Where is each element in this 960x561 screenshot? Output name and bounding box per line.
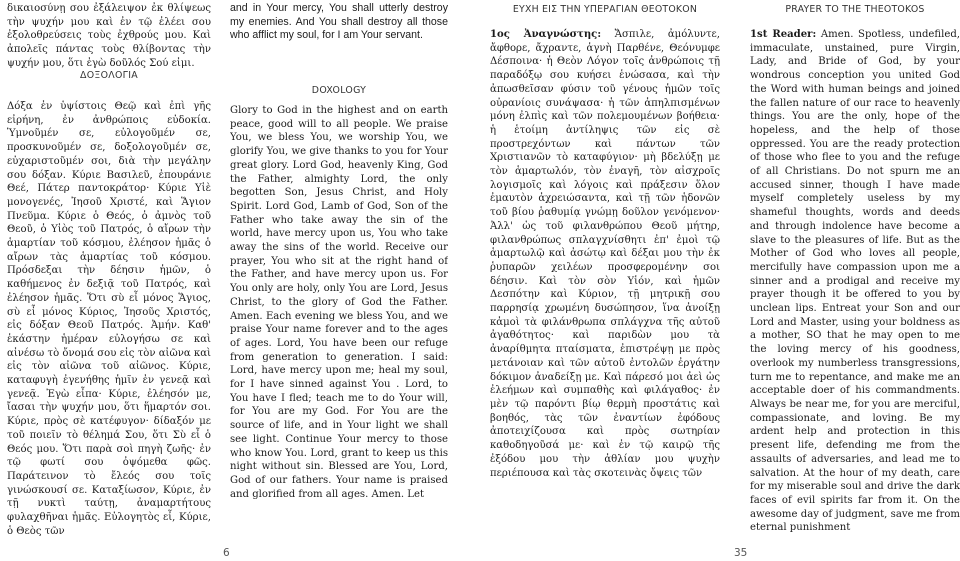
page-number-left: 6 [223, 547, 230, 559]
reader-label-english: 1st Reader: [750, 29, 817, 40]
doxology-heading: DOXOLOGY [311, 85, 367, 96]
english-column-1 [230, 0, 448, 561]
greek-column-1 [7, 0, 211, 561]
doxologia-greek-text: Δόξα ἐν ὑψίστοις Θεῷ καὶ ἐπὶ γῆς εἰρήνη, ἐν ἀνθρώποις εὐδοκία. Ὑμνοῦμέν σε, εὐλογοῦμέν σε, προσκυνοῦμέν σε, δοξολογοῦμέν σε, εὐχαριστοῦμέν σοι, διὰ τὴν μεγάλην σου δόξαν. Κύριε Βασιλεῦ, ἐπουράνιε Θεέ, Πάτερ παντοκράτορ· Κύριε Υἱὲ μονογενές, Ἰησοῦ Χριστέ, καὶ Ἅγιον Πνεῦμα. Κύριε ὁ Θεός, ὁ ἀμνὸς τοῦ Θεοῦ, ὁ Υἱὸς τοῦ Πατρός, ὁ αἴρων τὴν ἁμαρτίαν τοῦ κόσμου, ἐλέησον ἡμᾶς ὁ αἴρων τὰς ἁμαρτίας τοῦ κόσμου. Πρόσδεξαι τὴν δέησιν ἡμῶν, ὁ καθήμενος ἐν δεξιᾷ τοῦ Πατρός, καὶ ἐλέησον ἡμᾶς. Ὅτι σὺ εἶ μόνος Ἅγιος, σὺ εἶ μόνος Κύριος, Ἰησοῦς Χριστός, εἰς δόξαν Θεοῦ Πατρός. Ἀμήν. Καθ' ἑκάστην ἡμέραν εὐλογήσω σε καὶ αἰνέσω τὸ ὄνομά σου εἰς τὸν αἰῶνα καὶ εἰς τὸν αἰῶνα τοῦ αἰῶνος. Κύριε, καταφυγὴ ἐγενήθης ἡμῖν ἐν γενεᾷ καὶ γενεᾷ. Ἐγὼ εἶπα· Κύριε, ἐλέησόν με, ἴασαι τὴν ψυχήν μου, ὅτι ἥμαρτόν σοι. Κύριε, πρὸς σὲ κατέφυγον· δίδαξόν με τοῦ ποιεῖν τὸ θέλημά Σου, ὅτι Σὺ εἶ ὁ Θεός μου. Ὅτι παρὰ σοὶ πηγὴ ζωῆς· ἐν τῷ φωτί σου ὀψόμεθα φῶς. Παράτεινον τὸ ἔλεός σου τοῖς γινώσκουσί σε. Καταξίωσον, Κύριε, ἐν τῇ νυκτὶ ταύτῃ, ἀναμαρτήτους φυλαχθῆναι ἡμᾶς. Εὐλογητὸς εἶ, Κύριε, ὁ Θεὸς τῶν [7, 101, 211, 537]
greek-column-2 [490, 0, 720, 561]
prayer-english-body: Amen. Spotless, undefiled, immaculate, unstained, pure Virgin, Lady, and Bride of God, by your wondrous conception you united God the Word with human beings and joined the fallen nature of our race to heavenly things. You are the only, hope of the hopeless, and the help of those oppressed. You are the ready protection of those who flee to you and the refuge of all Christians. Do not spurn me an accused sinner, though I have made myself completely useless by my shameful thoughts, words and deeds and through indolence have become a slave to the pleasures of life. But as the Mother of God who loves all people, mercifully have compassion upon me a sinner and a prodigal and receive my prayer though it be offered to you by unclean lips. Entreat your Son and our Lord and Master, using your boldness as a mother, SO that he may open to me the loving mercy of his goodness, overlook my numberless transgressions, turn me to repentance, and make me an acceptable doer of his commandments. Always be near me, for you are merciful, compassionate, and loving. Be my ardent help and protection in this present life, defending me from the assaults of adversaries, and lead me to salvation. At the hour of my death, care for my miserable soul and drive the dark faces of evil spirits far from it. On the awesome day of judgment, save me from eternal punishment [750, 29, 960, 534]
reader-label-greek: 1ος Ἀναγνώστης: [490, 29, 602, 40]
english-column-2 [750, 0, 960, 561]
page-number-right: 35 [734, 547, 748, 559]
doxologia-heading: ΔΟΞΟΛΟΓΙΑ [80, 70, 138, 81]
prayer-greek-body: Ἄσπιλε, ἀμόλυντε, ἄφθορε, ἄχραντε, ἁγνὴ Παρθένε, Θεόνυμφε Δέσποινα· ἡ Θεὸν Λόγον τοῖς ἀνθρώποις τῇ παραδόξῳ σου κυήσει ἑνώσασα, καὶ τὴν ἀπωσθεῖσαν φύσιν τοῦ γένους ἡμῶν τοῖς οὐρανίοις συνάψασα· ἡ τῶν ἀπηλπισμένων μόνη ἐλπὶς καὶ τῶν πολεμουμένων βοήθεια· ἡ ἑτοίμη ἀντίληψις τῶν εἰς σὲ προστρεχόντων καὶ πάντων τῶν Χριστιανῶν τὸ καταφύγιον· μὴ βδελύξῃ με τὸν ἁμαρτωλόν, τὸν ἐναγῆ, τὸν αἰσχροῖς λογισμοῖς καὶ λόγοις καὶ πράξεσιν ὅλον ἐμαυτὸν ἀχρειώσαντα, καὶ τῇ τῶν ἡδονῶν τοῦ βίου ῥαθυμίᾳ γνώμῃ δοῦλον γενόμενον· Ἀλλ' ὡς τοῦ φιλανθρώπου Θεοῦ μήτηρ, φιλανθρώπως σπλαγχνίσθητι ἐπ' ἐμοὶ τῷ ἁμαρτωλῷ καὶ ἀσώτῳ καὶ δέξαι μου τὴν ἐκ ῥυπαρῶν χειλέων προσφερομένην σοι δέησιν. Καὶ τὸν σὸν Υἱόν, καὶ ἡμῶν Δεσπότην καὶ Κύριον, τῇ μητρικῇ σου παρρησίᾳ χρωμένη δυσώπησον, ἵνα ἀνοίξῃ κἀμοὶ τὰ φιλάνθρωπα σπλάγχνα τῆς αὐτοῦ ἀγαθότητος· καὶ παριδὼν μου τὰ ἀναρίθμητα πταίσματα, ἐπιστρέψῃ με πρὸς μετάνοιαν καὶ τῶν αὐτοῦ ἐντολῶν ἐργάτην δόκιμον ἀναδείξῃ με. Καὶ πάρεσό μοι ἀεὶ ὡς ἐλεήμων καὶ συμπαθὴς καὶ φιλάγαθος· ἐν μὲν τῷ παρόντι βίῳ θερμὴ προστάτις καὶ βοηθός, τὰς τῶν ἐναντίων ἐφόδους ἀποτειχίζουσα καὶ πρὸς σωτηρίαν καθοδηγοῦσά με· καὶ ἐν τῷ καιρῷ τῆς ἐξόδου μου τὴν ἀθλίαν μου ψυχὴν περιέπουσα καὶ τὰς σκοτεινὰς ὄψεις τῶν [490, 29, 720, 479]
prayer-english-text [750, 28, 960, 535]
greek-prayer-header: ΕΥΧΗ ΕΙΣ ΤΗΝ ΥΠΕΡΑΓΙΑΝ ΘΕΟΤΟΚΟΝ [512, 4, 698, 15]
english-preceding-text: and in Your mercy, You shall utterly destroy my enemies. And You shall destroy all those who afflict my soul, for I am Your servant. [230, 2, 448, 42]
english-prayer-header: PRAYER TO THE THEOTOKOS [785, 4, 925, 15]
prayer-greek-text [490, 28, 720, 480]
greek-preceding-text: δικαιοσύνῃ σου ἐξάλειψον ἐκ θλίψεως τὴν ψυχήν μου καὶ ἐν τῷ ἐλέει σου ἐξολοθρεύσεις τοὺς ἐχθρούς μου. Καὶ ἀπολεῖς πάντας τοὺς θλίβοντας τὴν ψυχήν μου, ὅτι ἐγὼ δοῦλός Σού εἰμι. [7, 3, 211, 69]
doxology-english-text: Glory to God in the highest and on earth peace, good will to all people. We praise You, we bless You, we worship You, we glorify You, we give thanks to you for Your great glory. Lord God, heavenly King, God the Father, almighty Lord, the only begotten Son, Jesus Christ, and Holy Spirit. Lord God, Lamb of God, Son of the Father who take away the sin of the world, have mercy upon us, You who take away the sins of the world. Receive our prayer, You who sit at the right hand of the Father, and have mercy upon us. For You only are holy, only You are Lord, Jesus Christ, to the glory of God the Father. Amen. Each evening we bless You, and we praise Your name forever and to the ages of ages. Lord, You have been our refuge from generation to generation. I said: Lord, have mercy upon me; heal my soul, for I have sinned against You . Lord, to You have I fled; teach me to do Your will, for You are my God. For You are the source of life, and in Your light we shall see light. Continue Your mercy to those who know You. Lord, grant to keep us this night without sin. Blessed are You, Lord, God of our fathers. Your name is praised and glorified from all ages. Amen. Let [230, 105, 448, 500]
